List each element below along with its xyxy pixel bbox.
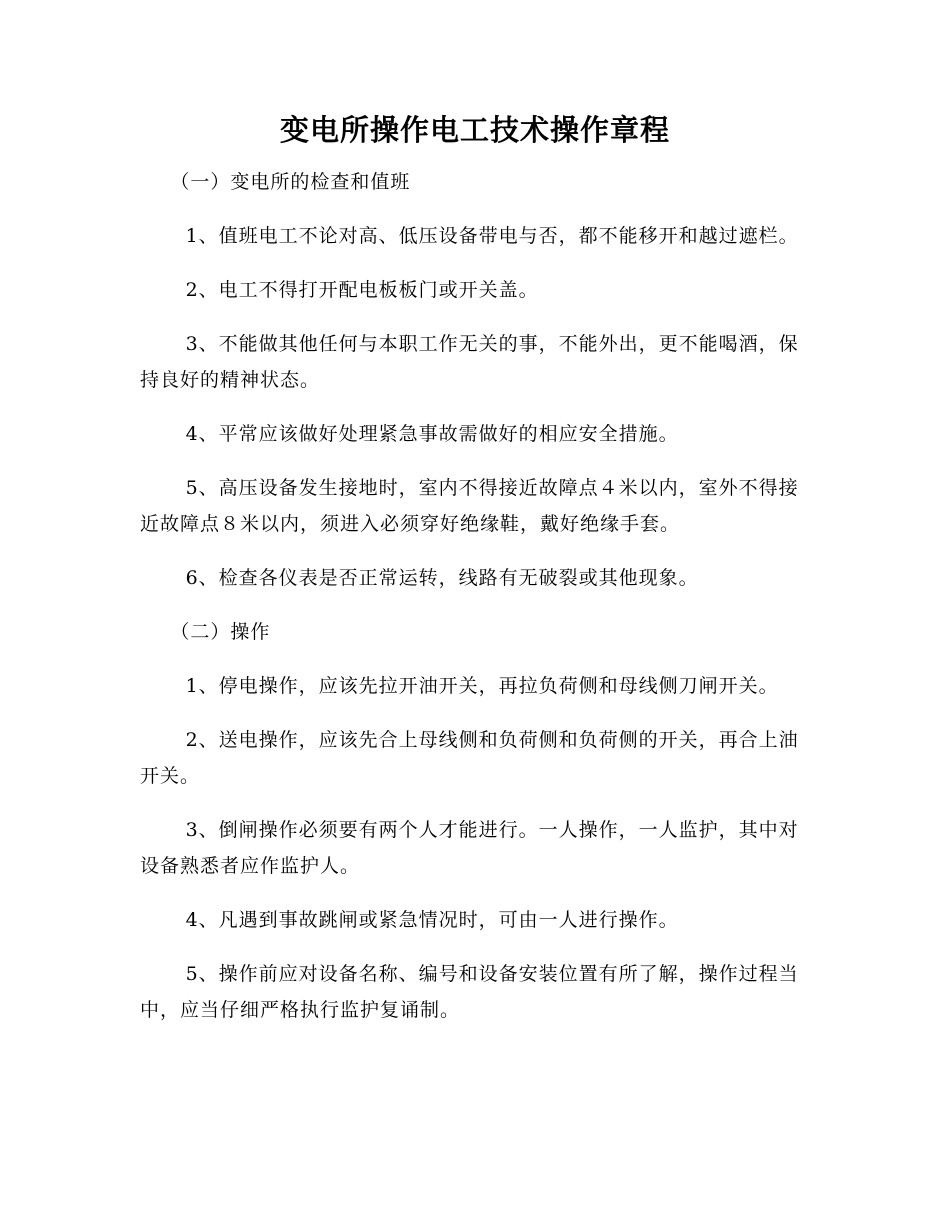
paragraph: 2、电工不得打开配电板板门或开关盖。 [185, 279, 539, 301]
paragraph: 5、操作前应对设备名称、编号和设备安装位置有所了解，操作过程当中，应当仔细严格执行监护复诵制。 [140, 963, 799, 1021]
document-title: 变电所操作电工技术操作章程 [279, 113, 670, 147]
section-heading-operation: （二）操作 [170, 621, 271, 643]
paragraph: 1、停电操作，应该先拉开油开关，再拉负荷侧和母线侧刀闸开关。 [185, 675, 779, 697]
paragraph: 4、平常应该做好处理紧急事故需做好的相应安全措施。 [185, 423, 679, 445]
paragraph: 3、不能做其他任何与本职工作无关的事，不能外出，更不能喝酒，保持良好的精神状态。 [140, 333, 799, 391]
paragraph: 4、凡遇到事故跳闸或紧急情况时，可由一人进行操作。 [185, 909, 679, 931]
paragraph: 5、高压设备发生接地时，室内不得接近故障点４米以内，室外不得接近故障点８米以内，须进入必须穿好绝缘鞋，戴好绝缘手套。 [140, 477, 799, 535]
paragraph: 3、倒闸操作必须要有两个人才能进行。一人操作，一人监护，其中对设备熟悉者应作监护人。 [140, 819, 799, 877]
paragraph: 1、值班电工不论对高、低压设备带电与否，都不能移开和越过遮栏。 [185, 225, 799, 247]
paragraph: 6、检查各仪表是否正常运转，线路有无破裂或其他现象。 [185, 567, 699, 589]
section-heading-inspection: （一）变电所的检查和值班 [170, 171, 411, 193]
paragraph: 2、送电操作，应该先合上母线侧和负荷侧和负荷侧的开关，再合上油开关。 [140, 729, 799, 787]
document-body [140, 164, 808, 1028]
